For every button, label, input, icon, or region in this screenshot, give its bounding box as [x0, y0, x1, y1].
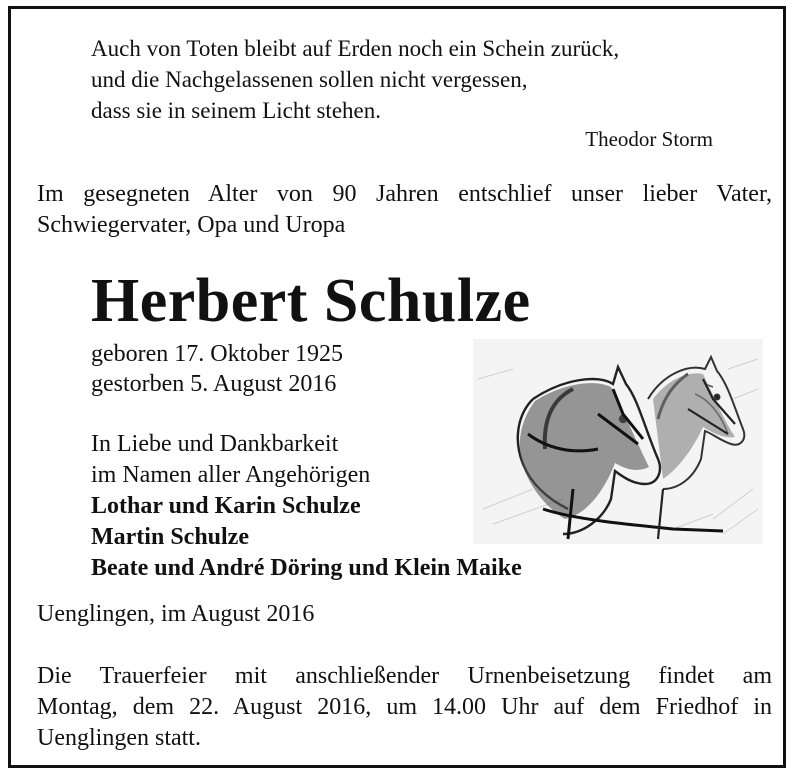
place-date: Uenglingen, im August 2016 — [37, 601, 315, 627]
funeral-line: Die Trauerfeier mit anschließender Urnenbeisetzung findet am — [37, 663, 772, 689]
mourners-block — [91, 429, 522, 584]
family-member: Beate und André Döring und Klein Maike — [91, 555, 522, 581]
life-dates — [91, 339, 343, 399]
family-member: Martin Schulze — [91, 524, 249, 550]
deceased-name: Herbert Schulze — [91, 267, 531, 335]
funeral-line: Montag, dem 22. August 2016, um 14.00 Uhr auf dem Friedhof in — [37, 694, 772, 720]
intro-line: Im gesegneten Alter von 90 Jahren entschlief unser lieber Vater, — [37, 181, 772, 207]
family-member: Lothar und Karin Schulze — [91, 493, 361, 519]
funeral-line: Uenglingen statt. — [37, 725, 201, 751]
intro-line: Schwiegervater, Opa und Uropa — [37, 212, 346, 238]
poem — [91, 33, 619, 126]
poem-line: Auch von Toten bleibt auf Erden noch ein Schein zurück, — [91, 36, 620, 61]
poem-line: und die Nachgelassenen sollen nicht vergessen, — [91, 67, 528, 92]
mourners-line: im Namen aller Angehörigen — [91, 462, 371, 488]
death-date: gestorben 5. August 2016 — [91, 371, 337, 397]
poem-line: dass sie in seinem Licht stehen. — [91, 98, 381, 123]
horse-drawing-image — [473, 339, 763, 544]
birth-date: geboren 17. Oktober 1925 — [91, 341, 343, 367]
obituary-notice — [8, 6, 786, 768]
intro-text — [37, 179, 772, 241]
mourners-line: In Liebe und Dankbarkeit — [91, 431, 339, 457]
poem-author: Theodor Storm — [585, 127, 713, 151]
funeral-info — [37, 661, 772, 754]
